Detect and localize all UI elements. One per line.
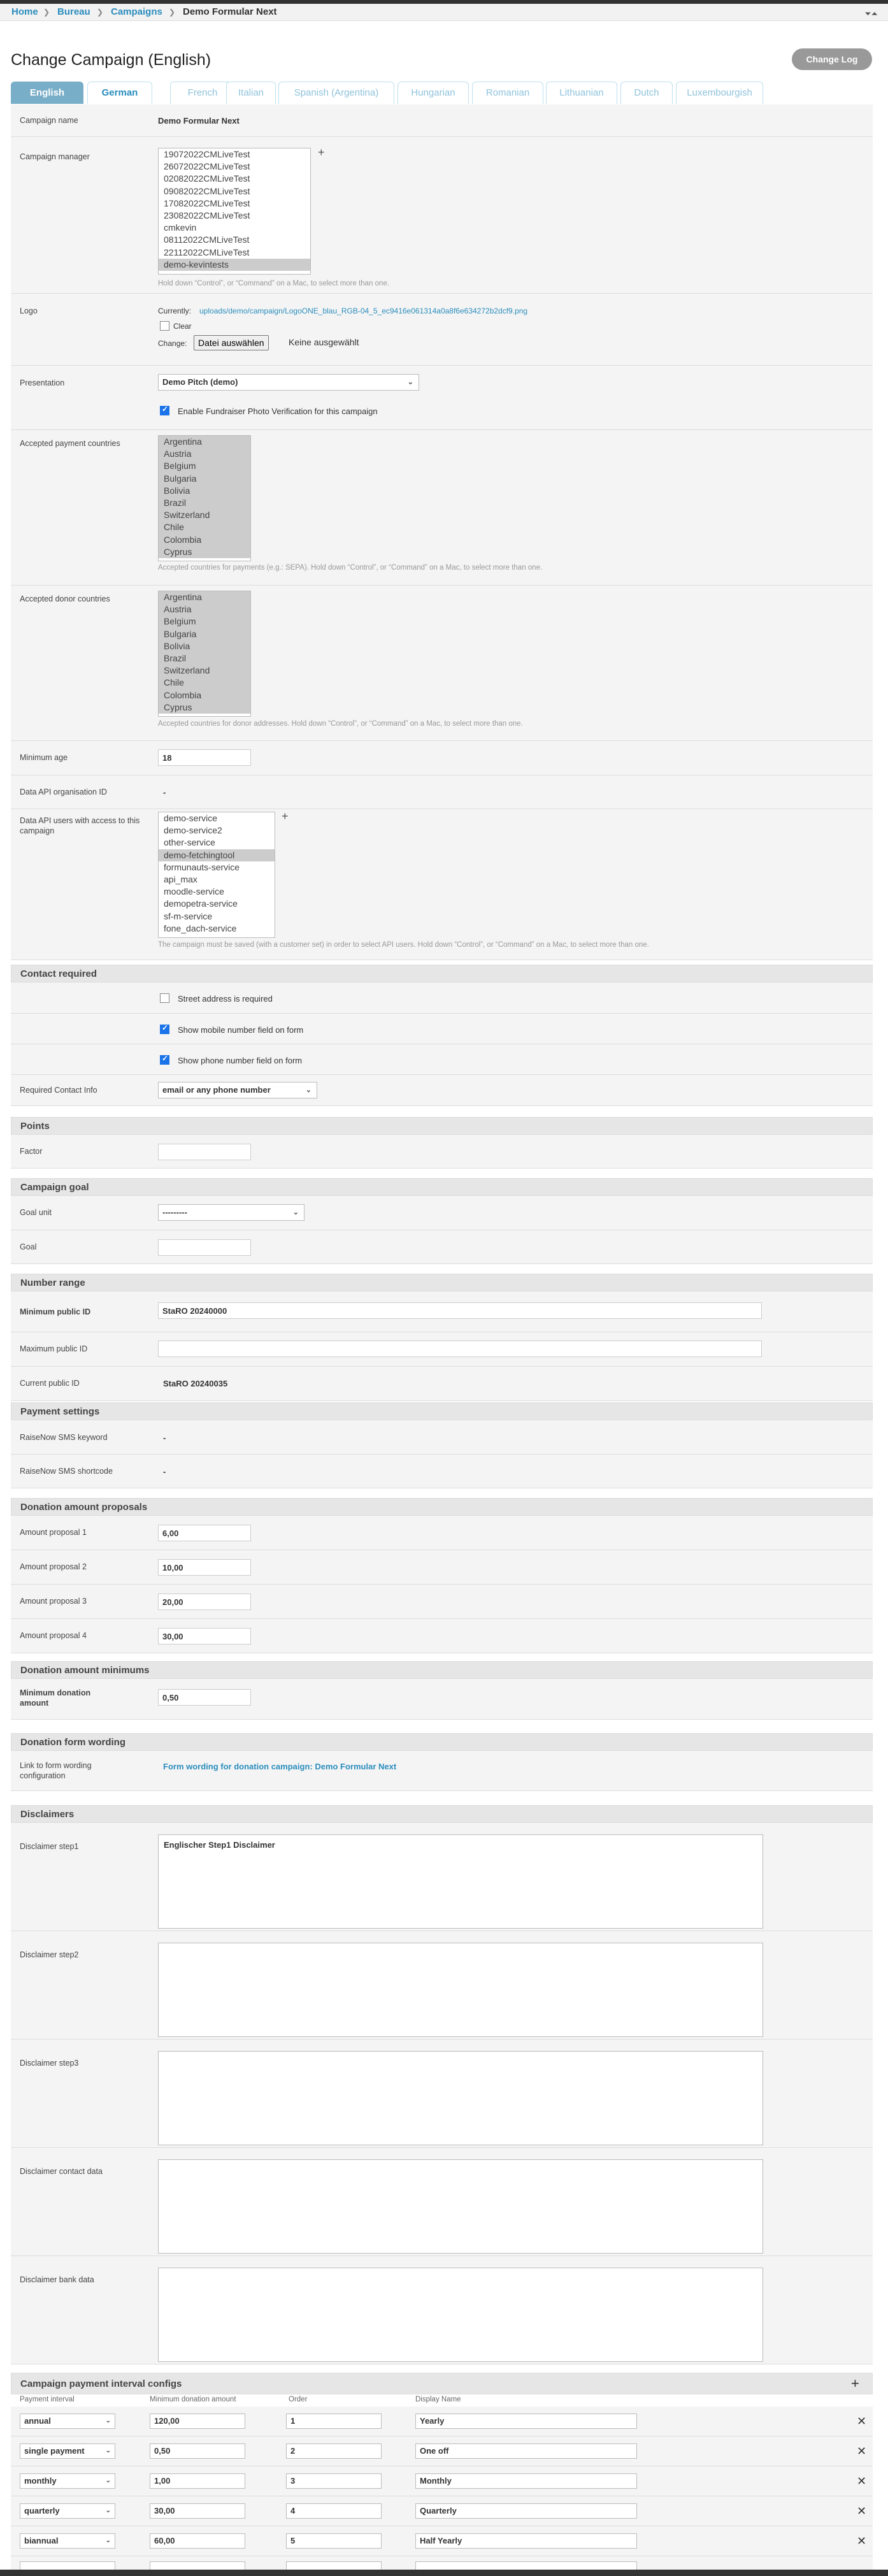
list-item[interactable]: sf-m-service xyxy=(164,910,213,921)
number-range-section-header: Number range xyxy=(11,1274,873,1292)
donor-countries-select[interactable] xyxy=(158,591,251,717)
mobile-row xyxy=(11,1014,873,1044)
min-amount-input[interactable]: 0,50 xyxy=(150,2443,245,2459)
interval-select[interactable]: single payment ⌄ xyxy=(20,2443,115,2459)
tab-lithuanian[interactable]: Lithuanian xyxy=(546,82,617,104)
interval-select[interactable]: quarterly ⌄ xyxy=(20,2503,115,2519)
min-amount-input[interactable]: 1,00 xyxy=(150,2473,245,2489)
order-input[interactable]: 2 xyxy=(286,2443,382,2459)
display-name-input[interactable] xyxy=(415,2561,637,2570)
logo-file-link[interactable]: uploads/demo/campaign/LogoONE_blau_RGB-04_5_ec9416e061314a0a8f6e634272b2dcf9.png xyxy=(199,306,528,315)
proposal-label: Amount proposal 4 xyxy=(20,1631,87,1640)
no-file-label: Keine ausgewählt xyxy=(289,337,359,347)
street-row xyxy=(11,982,873,1014)
choose-file-button[interactable]: Datei auswählen xyxy=(194,335,269,350)
tab-italian[interactable]: Italian xyxy=(226,82,276,104)
max-public-id-row xyxy=(11,1332,873,1367)
api-users-row xyxy=(11,809,873,960)
wording-link[interactable]: Form wording for donation campaign: Demo Formular Next xyxy=(163,1762,397,1771)
required-contact-select[interactable]: email or any phone number ⌄ xyxy=(158,1082,317,1098)
list-item[interactable]: Bolivia xyxy=(159,485,250,497)
logo-clear-label: Clear xyxy=(173,322,192,331)
list-item[interactable]: api_max xyxy=(164,874,197,884)
min-donation-input[interactable] xyxy=(158,1689,251,1706)
campaign-manager-row xyxy=(11,137,873,294)
chevron-right-icon: ❯ xyxy=(97,8,104,17)
list-item[interactable]: 22112022CMLiveTest xyxy=(164,247,250,257)
show-phone-label: Show phone number field on form xyxy=(178,1056,303,1065)
chevron-right-icon: ❯ xyxy=(43,8,50,17)
list-item[interactable]: Chile xyxy=(159,677,250,689)
goal-unit-row xyxy=(11,1196,873,1230)
goal-label: Goal xyxy=(20,1242,37,1251)
donor-countries-help: Accepted countries for donor addresses. Hold down “Control”, or “Command” on a Mac, to select more than one. xyxy=(158,720,523,728)
list-item[interactable]: Brazil xyxy=(159,652,250,665)
order-input[interactable] xyxy=(286,2561,382,2570)
tab-luxembourgish[interactable]: Luxembourgish xyxy=(676,82,763,104)
display-name-input[interactable]: Half Yearly xyxy=(415,2533,637,2549)
interval-select[interactable]: biannual ⌄ xyxy=(20,2533,115,2549)
min-public-id-label: Minimum public ID xyxy=(20,1307,91,1316)
list-item[interactable]: Austria xyxy=(159,448,250,460)
intervals-title: Campaign payment interval configs xyxy=(20,2378,182,2389)
disclaimer-bank-row xyxy=(11,2256,873,2364)
list-item[interactable]: Belgium xyxy=(159,615,250,628)
list-item[interactable]: Argentina xyxy=(159,436,250,448)
list-item[interactable]: formunauts-service xyxy=(164,861,240,872)
factor-input[interactable] xyxy=(158,1144,251,1160)
disclaimer-contact-textarea[interactable] xyxy=(158,2159,763,2254)
payment-countries-label: Accepted payment countries xyxy=(20,439,120,448)
disclaimer-bank-textarea[interactable] xyxy=(158,2268,763,2362)
api-org-label: Data API organisation ID xyxy=(20,788,107,796)
presentation-row xyxy=(11,366,873,430)
proposals-section-header: Donation amount proposals xyxy=(11,1498,873,1516)
list-item[interactable]: 09082022CMLiveTest xyxy=(164,185,250,196)
api-org-value: - xyxy=(163,788,166,797)
street-required-checkbox[interactable] xyxy=(160,993,169,1003)
payment-settings-section-header: Payment settings xyxy=(11,1402,873,1420)
breadcrumb xyxy=(0,4,888,21)
proposal-2-input[interactable] xyxy=(158,1559,251,1576)
table-row xyxy=(11,2496,873,2526)
campaign-manager-help: Hold down “Control”, or “Command” on a Mac, to select more than one. xyxy=(158,280,390,287)
current-public-id-label: Current public ID xyxy=(20,1379,80,1388)
minimum-age-input[interactable] xyxy=(158,749,251,766)
list-item[interactable]: Argentina xyxy=(159,591,250,603)
payment-countries-help: Accepted countries for payments (e.g.: SEPA). Hold down “Control”, or “Command” on a Mac, to select more than one. xyxy=(158,564,543,572)
table-row xyxy=(11,2466,873,2496)
goal-section-header: Campaign goal xyxy=(11,1178,873,1196)
list-item[interactable]: Chile xyxy=(159,521,250,533)
sms-shortcode-label: RaiseNow SMS shortcode xyxy=(20,1467,113,1476)
tab-romanian[interactable]: Romanian xyxy=(472,82,543,104)
disclaimer-contact-label: Disclaimer contact data xyxy=(20,2167,103,2176)
breadcrumb-home[interactable]: Home xyxy=(11,6,38,17)
goal-row xyxy=(11,1230,873,1264)
list-item[interactable]: moodle-service xyxy=(164,886,224,897)
proposal-1-input[interactable] xyxy=(158,1525,251,1541)
min-donation-label: Minimum donation amount xyxy=(20,1688,91,1708)
table-row xyxy=(11,2436,873,2466)
disclaimer-step3-textarea[interactable] xyxy=(158,2051,763,2145)
presentation-select[interactable]: Demo Pitch (demo) ⌄ xyxy=(158,374,419,391)
minimums-section-header: Donation amount minimums xyxy=(11,1661,873,1679)
wording-row xyxy=(11,1751,873,1791)
list-item[interactable]: Switzerland xyxy=(159,665,250,677)
photo-verification-checkbox[interactable] xyxy=(160,406,169,415)
goal-input[interactable] xyxy=(158,1239,251,1256)
min-amount-input[interactable]: 120,00 xyxy=(150,2414,245,2429)
table-row-partial xyxy=(11,2556,873,2570)
display-name-input[interactable]: Quarterly xyxy=(415,2503,637,2519)
minimum-age-row xyxy=(11,741,873,775)
list-item[interactable]: demo-service2 xyxy=(164,825,222,836)
max-public-id-label: Maximum public ID xyxy=(20,1344,88,1353)
min-amount-input[interactable]: 60,00 xyxy=(150,2533,245,2549)
required-contact-row xyxy=(11,1075,873,1106)
logo-change-label: Change: xyxy=(158,339,187,348)
disclaimer-bank-label: Disclaimer bank data xyxy=(20,2275,94,2284)
list-item[interactable]: other-service xyxy=(164,837,215,848)
proposal-label: Amount proposal 3 xyxy=(20,1597,87,1606)
proposal-row xyxy=(11,1585,873,1619)
current-public-id-row xyxy=(11,1367,873,1401)
chevron-down-icon: ⌄ xyxy=(305,1086,312,1094)
donor-countries-label: Accepted donor countries xyxy=(20,594,110,603)
page-title: Change Campaign (English) xyxy=(11,51,211,69)
collapse-all-icon[interactable]: ⏷⏶ xyxy=(864,9,878,18)
proposal-row xyxy=(11,1516,873,1550)
order-input[interactable]: 5 xyxy=(286,2533,382,2549)
delete-row-icon[interactable]: ✕ xyxy=(857,2445,867,2457)
show-mobile-checkbox[interactable] xyxy=(160,1025,169,1034)
campaign-manager-select[interactable] xyxy=(158,148,311,275)
list-item[interactable]: 02082022CMLiveTest xyxy=(164,173,250,184)
payment-countries-select[interactable] xyxy=(158,435,251,561)
disclaimer-step1-label: Disclaimer step1 xyxy=(20,1842,79,1851)
list-item[interactable]: Cyprus xyxy=(159,702,250,714)
interval-select[interactable]: monthly ⌄ xyxy=(20,2473,115,2489)
list-item[interactable]: demo-kevintests xyxy=(159,259,310,271)
min-public-id-input[interactable] xyxy=(158,1302,762,1319)
display-name-input[interactable]: Monthly xyxy=(415,2473,637,2489)
display-name-input[interactable]: Yearly xyxy=(415,2414,637,2429)
api-users-label: Data API users with access to this campaign xyxy=(20,816,140,835)
delete-row-icon[interactable]: ✕ xyxy=(857,2535,867,2547)
tab-hungarian[interactable]: Hungarian xyxy=(397,82,469,104)
delete-row-icon[interactable]: ✕ xyxy=(857,2505,867,2517)
proposal-3-input[interactable] xyxy=(158,1594,251,1610)
sms-keyword-value: - xyxy=(163,1433,166,1443)
intervals-section-header xyxy=(11,2373,873,2394)
proposal-4-input[interactable] xyxy=(158,1628,251,1644)
list-item[interactable]: 26072022CMLiveTest xyxy=(164,161,250,172)
table-row xyxy=(11,2526,873,2556)
tab-spanish[interactable]: Spanish (Argentina) xyxy=(278,82,394,104)
tab-english[interactable]: English xyxy=(11,82,83,104)
add-manager-icon[interactable]: + xyxy=(318,146,325,159)
col-payment-interval: Payment interval xyxy=(20,2396,75,2403)
chevron-right-icon: ❯ xyxy=(169,8,176,17)
tab-german[interactable]: German xyxy=(87,82,152,104)
interval-select[interactable]: annual ⌄ xyxy=(20,2414,115,2429)
sms-shortcode-row xyxy=(11,1455,873,1488)
add-interval-icon[interactable]: + xyxy=(851,2375,859,2391)
campaign-manager-label: Campaign manager xyxy=(20,152,90,161)
min-amount-input[interactable] xyxy=(150,2561,245,2570)
chevron-down-icon: ⌄ xyxy=(105,2537,111,2544)
list-item[interactable]: Bolivia xyxy=(159,640,250,652)
list-item[interactable]: demo-service xyxy=(164,813,218,823)
max-public-id-input[interactable] xyxy=(158,1341,762,1357)
list-item[interactable]: Colombia xyxy=(159,534,250,546)
min-amount-input[interactable]: 30,00 xyxy=(150,2503,245,2519)
presentation-label: Presentation xyxy=(20,378,65,387)
sms-keyword-row xyxy=(11,1420,873,1455)
delete-row-icon[interactable]: ✕ xyxy=(857,2475,867,2487)
contact-section-header: Contact required xyxy=(11,965,873,982)
payment-countries-row xyxy=(11,430,873,586)
photo-verification-label: Enable Fundraiser Photo Verification for this campaign xyxy=(178,407,378,416)
show-mobile-label: Show mobile number field on form xyxy=(178,1025,304,1035)
goal-unit-select[interactable]: --------- ⌄ xyxy=(158,1204,304,1221)
list-item[interactable]: demopetra-service xyxy=(164,898,238,909)
disclaimer-step2-label: Disclaimer step2 xyxy=(20,1950,79,1959)
wording-label: Link to form wording configuration xyxy=(20,1761,92,1780)
list-item[interactable]: 19072022CMLiveTest xyxy=(164,149,250,159)
chevron-down-icon: ⌄ xyxy=(105,2477,111,2484)
proposal-row xyxy=(11,1619,873,1653)
col-order: Order xyxy=(289,2396,308,2403)
breadcrumb-bureau[interactable]: Bureau xyxy=(57,6,90,17)
list-item[interactable]: fone_dach-service xyxy=(164,923,237,933)
sms-keyword-label: RaiseNow SMS keyword xyxy=(20,1433,108,1442)
donor-countries-row xyxy=(11,586,873,741)
disclaimer-step1-textarea[interactable]: Englischer Step1 Disclaimer xyxy=(158,1834,763,1929)
required-contact-label: Required Contact Info xyxy=(20,1086,97,1095)
sms-shortcode-value: - xyxy=(163,1467,166,1476)
list-item[interactable]: Austria xyxy=(159,603,250,615)
campaign-name-row xyxy=(11,104,873,137)
list-item[interactable]: Bulgaria xyxy=(159,473,250,485)
disclaimer-contact-row xyxy=(11,2148,873,2256)
factor-label: Factor xyxy=(20,1147,43,1156)
delete-row-icon[interactable]: ✕ xyxy=(857,2415,867,2428)
chevron-down-icon: ⌄ xyxy=(292,1209,299,1216)
street-required-label: Street address is required xyxy=(178,994,273,1004)
minimum-age-label: Minimum age xyxy=(20,753,68,762)
chevron-down-icon: ⌄ xyxy=(105,2447,111,2454)
list-item[interactable]: 17082022CMLiveTest xyxy=(164,198,250,208)
list-item[interactable]: 08112022CMLiveTest xyxy=(164,234,250,245)
disclaimer-step2-textarea[interactable] xyxy=(158,1943,763,2037)
order-input[interactable]: 3 xyxy=(286,2473,382,2489)
list-item[interactable]: demo-fetchingtool xyxy=(159,849,275,861)
proposal-label: Amount proposal 2 xyxy=(20,1562,87,1571)
chevron-down-icon: ⌄ xyxy=(105,2507,111,2514)
proposal-label: Amount proposal 1 xyxy=(20,1528,87,1537)
col-display-name: Display Name xyxy=(415,2396,461,2403)
disclaimer-step3-label: Disclaimer step3 xyxy=(20,2059,79,2068)
order-input[interactable]: 1 xyxy=(286,2414,382,2429)
min-donation-row xyxy=(11,1679,873,1720)
min-public-id-row xyxy=(11,1292,873,1332)
points-section-header: Points xyxy=(11,1117,873,1135)
wording-section-header: Donation form wording xyxy=(11,1733,873,1751)
logo-clear-checkbox[interactable] xyxy=(160,321,169,331)
breadcrumb-campaigns[interactable]: Campaigns xyxy=(111,6,162,17)
disclaimers-section-header: Disclaimers xyxy=(11,1805,873,1823)
order-input[interactable]: 4 xyxy=(286,2503,382,2519)
logo-currently: Currently: xyxy=(158,306,192,315)
logo-label: Logo xyxy=(20,306,38,315)
list-item[interactable]: Colombia xyxy=(159,689,250,702)
api-users-help: The campaign must be saved (with a customer set) in order to select API users. Hold down “Control”, or “Command” on a Mac, to select more than one. xyxy=(158,941,649,949)
goal-unit-label: Goal unit xyxy=(20,1208,52,1217)
tab-dutch[interactable]: Dutch xyxy=(620,82,673,104)
col-min-amount: Minimum donation amount xyxy=(150,2396,236,2403)
phone-row xyxy=(11,1044,873,1075)
campaign-name-label: Campaign name xyxy=(20,116,78,125)
campaign-name-value: Demo Formular Next xyxy=(158,116,240,126)
disclaimer-step3-row xyxy=(11,2040,873,2148)
list-item[interactable]: Cyprus xyxy=(159,546,250,558)
current-public-id-value: StaRO 20240035 xyxy=(163,1379,228,1388)
list-item[interactable]: cmkevin xyxy=(164,222,197,233)
list-item[interactable]: Belgium xyxy=(159,460,250,472)
disclaimer-step2-row xyxy=(11,1931,873,2040)
list-item[interactable]: Switzerland xyxy=(159,509,250,521)
list-item[interactable]: Bulgaria xyxy=(159,628,250,640)
chevron-down-icon: ⌄ xyxy=(407,378,413,386)
disclaimer-step1-row xyxy=(11,1823,873,1931)
factor-row xyxy=(11,1135,873,1169)
tab-french[interactable]: French xyxy=(170,82,235,104)
logo-row xyxy=(11,294,873,366)
list-item[interactable]: 23082022CMLiveTest xyxy=(164,210,250,220)
chevron-down-icon: ⌄ xyxy=(105,2417,111,2424)
table-row xyxy=(11,2407,873,2436)
add-api-user-icon[interactable]: + xyxy=(282,810,289,823)
interval-select[interactable] xyxy=(20,2561,115,2570)
bottom-bar xyxy=(0,2570,888,2576)
proposal-row xyxy=(11,1550,873,1585)
display-name-input[interactable]: One off xyxy=(415,2443,637,2459)
breadcrumb-current: Demo Formular Next xyxy=(183,6,277,17)
list-item[interactable]: Brazil xyxy=(159,497,250,509)
api-users-select[interactable] xyxy=(158,812,275,938)
api-org-row xyxy=(11,775,873,809)
show-phone-checkbox[interactable] xyxy=(160,1055,169,1065)
change-log-button[interactable]: Change Log xyxy=(792,48,872,70)
